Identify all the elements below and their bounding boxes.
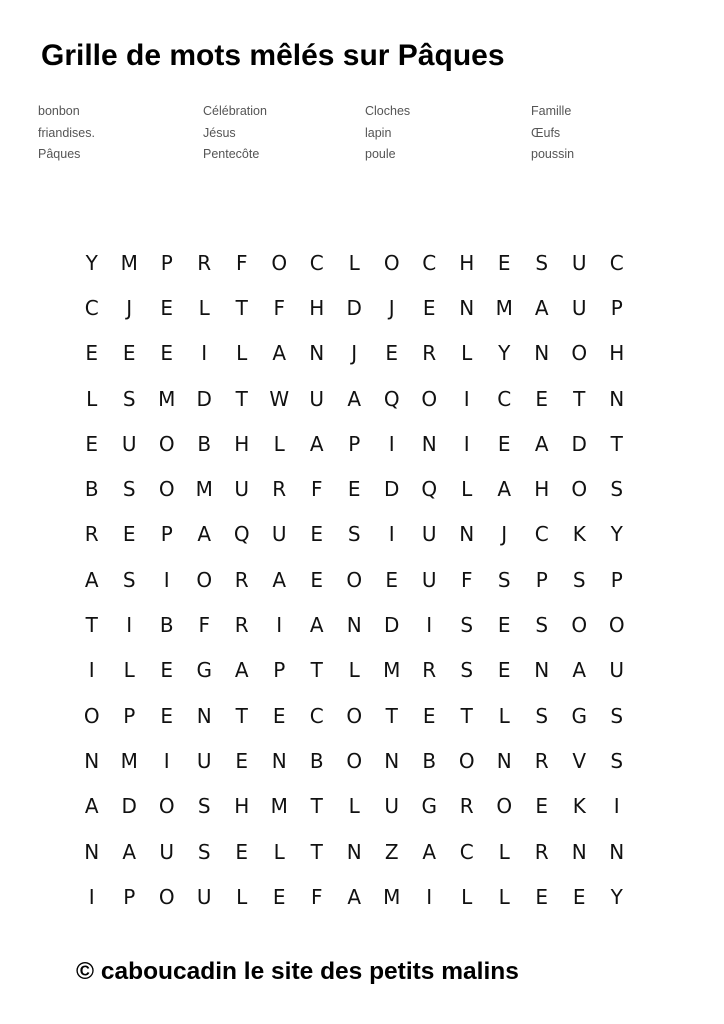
grid-cell: L <box>123 658 135 683</box>
word-list-item: Célébration <box>203 104 267 118</box>
word-list-column <box>38 101 95 166</box>
grid-cell: N <box>459 295 475 320</box>
grid-cell: O <box>458 748 475 773</box>
grid-cell: E <box>497 250 511 275</box>
grid-cell: A <box>84 567 99 592</box>
grid-cell: F <box>460 567 473 592</box>
grid-cell: F <box>310 884 323 909</box>
grid-cell: U <box>309 386 325 411</box>
grid-cell: E <box>122 341 136 366</box>
grid-cell: O <box>571 341 588 366</box>
grid-cell: O <box>346 748 363 773</box>
grid-cell: N <box>421 431 437 456</box>
word-list-item: lapin <box>365 125 392 140</box>
grid-cell: E <box>497 658 511 683</box>
word-list-column <box>203 101 267 166</box>
grid-cell: N <box>609 839 625 864</box>
grid-cell: Y <box>498 341 511 366</box>
grid-cell: N <box>309 341 325 366</box>
grid-cell: R <box>234 567 249 592</box>
grid-cell: E <box>535 884 549 909</box>
grid-cell: I <box>463 386 470 411</box>
word-list-item: Pâques <box>38 147 81 161</box>
grid-cell: I <box>613 794 620 819</box>
grid-cell: W <box>269 386 290 411</box>
grid-cell: S <box>610 703 624 728</box>
grid-cell: E <box>85 341 99 366</box>
grid-cell: E <box>310 522 324 547</box>
grid-cell: I <box>463 431 470 456</box>
grid-cell: A <box>234 658 249 683</box>
grid-cell: R <box>234 613 249 638</box>
grid-cell: E <box>235 839 249 864</box>
grid-cell: S <box>610 748 624 773</box>
grid-cell: S <box>610 477 624 502</box>
grid-cell: A <box>309 613 324 638</box>
grid-cell: U <box>384 794 400 819</box>
grid-cell: I <box>163 748 170 773</box>
grid-cell: B <box>84 477 99 502</box>
grid-cell: C <box>84 295 99 320</box>
word-list-item: Jésus <box>203 125 236 140</box>
grid-cell: I <box>88 884 95 909</box>
grid-cell: S <box>347 522 361 547</box>
grid-cell: G <box>421 794 437 819</box>
grid-cell: I <box>201 341 208 366</box>
grid-cell: E <box>272 703 286 728</box>
grid-cell: R <box>272 477 287 502</box>
grid-cell: C <box>459 839 474 864</box>
grid-cell: P <box>160 522 173 547</box>
grid-cell: D <box>346 295 362 320</box>
grid-cell: I <box>426 884 433 909</box>
grid-cell: N <box>346 839 362 864</box>
grid-cell: T <box>235 295 248 320</box>
grid-cell: O <box>571 477 588 502</box>
grid-cell: B <box>197 431 212 456</box>
word-list-column <box>365 101 410 166</box>
grid-cell: M <box>120 748 138 773</box>
grid-cell: S <box>197 839 211 864</box>
grid-cell: N <box>534 658 550 683</box>
grid-cell: A <box>197 522 212 547</box>
grid-cell: Y <box>85 250 98 275</box>
grid-cell: A <box>84 794 99 819</box>
grid-cell: N <box>384 748 400 773</box>
grid-cell: A <box>572 658 587 683</box>
grid-cell: J <box>388 295 395 320</box>
grid-cell: O <box>158 794 175 819</box>
grid-cell: O <box>271 250 288 275</box>
grid-cell: L <box>498 884 510 909</box>
grid-cell: A <box>422 839 437 864</box>
grid-cell: O <box>346 567 363 592</box>
grid-cell: C <box>534 522 549 547</box>
grid-cell: C <box>497 386 512 411</box>
grid-cell: F <box>198 613 210 638</box>
grid-cell: N <box>459 522 475 547</box>
grid-cell: G <box>196 658 212 683</box>
grid-cell: R <box>422 341 437 366</box>
grid-cell: F <box>235 250 248 275</box>
grid-cell: R <box>197 250 212 275</box>
grid-cell: N <box>609 386 625 411</box>
grid-cell: M <box>270 794 288 819</box>
grid-cell: E <box>572 884 586 909</box>
grid-cell: U <box>571 250 587 275</box>
grid-cell: T <box>460 703 473 728</box>
grid-cell: T <box>235 386 248 411</box>
grid-cell: O <box>571 613 588 638</box>
grid-cell: M <box>383 884 401 909</box>
grid-cell: U <box>571 295 587 320</box>
grid-cell: S <box>197 794 211 819</box>
grid-cell: J <box>351 341 358 366</box>
grid-cell: P <box>123 703 136 728</box>
grid-cell: U <box>196 884 212 909</box>
grid-cell: H <box>534 477 550 502</box>
grid-cell: S <box>122 386 136 411</box>
word-list-item: Pentecôte <box>203 147 260 161</box>
grid-cell: E <box>85 431 99 456</box>
grid-cell: H <box>234 794 250 819</box>
word-list-item: friandises. <box>38 125 95 140</box>
grid-cell: P <box>535 567 548 592</box>
grid-cell: L <box>86 386 98 411</box>
page-title: Grille de mots mêlés sur Pâques <box>41 39 505 72</box>
grid-cell: L <box>498 839 510 864</box>
grid-cell: I <box>163 567 170 592</box>
grid-cell: L <box>273 431 285 456</box>
grid-cell: N <box>84 839 100 864</box>
grid-cell: U <box>421 567 437 592</box>
grid-cell: P <box>610 295 623 320</box>
grid-cell: Q <box>421 477 438 502</box>
grid-cell: E <box>122 522 136 547</box>
grid-cell: O <box>346 703 363 728</box>
grid-cell: R <box>422 658 437 683</box>
grid-cell: I <box>276 613 283 638</box>
grid-cell: O <box>383 250 400 275</box>
grid-cell: O <box>421 386 438 411</box>
grid-cell: S <box>122 477 136 502</box>
grid-cell: C <box>309 250 324 275</box>
grid-cell: H <box>459 250 475 275</box>
grid-cell: P <box>123 884 136 909</box>
grid-cell: E <box>160 341 174 366</box>
grid-cell: S <box>535 613 549 638</box>
grid-cell: O <box>496 794 513 819</box>
grid-cell: R <box>459 794 474 819</box>
grid-cell: N <box>84 748 100 773</box>
grid-cell: F <box>310 477 323 502</box>
grid-cell: U <box>196 748 212 773</box>
grid-cell: Y <box>610 884 623 909</box>
grid-cell: S <box>497 567 511 592</box>
grid-cell: S <box>572 567 586 592</box>
grid-cell: U <box>121 431 137 456</box>
grid-cell: V <box>572 748 587 773</box>
grid-cell: D <box>384 477 400 502</box>
grid-cell: T <box>310 794 323 819</box>
grid-cell: D <box>196 386 212 411</box>
grid-cell: F <box>273 295 285 320</box>
grid-cell: P <box>348 431 361 456</box>
grid-cell: O <box>158 431 175 456</box>
grid-cell: E <box>385 567 399 592</box>
grid-cell: T <box>310 839 323 864</box>
grid-cell: K <box>572 522 586 547</box>
grid-cell: L <box>461 884 473 909</box>
grid-cell: E <box>235 748 249 773</box>
grid-cell: C <box>422 250 437 275</box>
grid-cell: L <box>498 703 510 728</box>
grid-cell: O <box>158 884 175 909</box>
grid-cell: D <box>384 613 400 638</box>
grid-cell: J <box>501 522 508 547</box>
grid-cell: C <box>309 703 324 728</box>
word-search-grid <box>73 240 636 919</box>
grid-cell: O <box>608 613 625 638</box>
grid-cell: J <box>126 295 133 320</box>
grid-cell: A <box>534 431 549 456</box>
grid-cell: H <box>609 341 625 366</box>
grid-cell: L <box>236 884 248 909</box>
grid-cell: T <box>610 431 623 456</box>
grid-cell: P <box>273 658 286 683</box>
grid-cell: E <box>422 295 436 320</box>
grid-cell: A <box>534 295 549 320</box>
grid-cell: E <box>422 703 436 728</box>
grid-cell: E <box>535 386 549 411</box>
grid-cell: R <box>534 748 549 773</box>
grid-cell: I <box>126 613 133 638</box>
grid-cell: B <box>159 613 174 638</box>
grid-cell: O <box>83 703 100 728</box>
grid-cell: A <box>272 341 287 366</box>
grid-cell: Q <box>383 386 400 411</box>
grid-cell: N <box>271 748 287 773</box>
grid-cell: M <box>158 386 176 411</box>
grid-cell: L <box>461 477 473 502</box>
grid-cell: P <box>160 250 173 275</box>
grid-cell: M <box>383 658 401 683</box>
word-list <box>38 101 678 171</box>
grid-cell: E <box>310 567 324 592</box>
grid-cell: H <box>309 295 325 320</box>
grid-cell: N <box>346 613 362 638</box>
grid-cell: S <box>535 703 549 728</box>
grid-cell: N <box>571 839 587 864</box>
grid-cell: U <box>609 658 625 683</box>
grid-cell: E <box>385 341 399 366</box>
grid-cell: A <box>272 567 287 592</box>
grid-cell: N <box>496 748 512 773</box>
grid-cell: E <box>160 658 174 683</box>
word-list-item: bonbon <box>38 104 80 118</box>
grid-cell: E <box>160 703 174 728</box>
grid-cell: Y <box>610 522 623 547</box>
grid-cell: N <box>196 703 212 728</box>
grid-cell: A <box>309 431 324 456</box>
grid-cell: R <box>534 839 549 864</box>
grid-cell: A <box>347 386 362 411</box>
word-list-item: Famille <box>531 104 572 118</box>
grid-cell: I <box>426 613 433 638</box>
word-list-column <box>531 101 574 166</box>
grid-cell: U <box>421 522 437 547</box>
grid-cell: L <box>198 295 210 320</box>
grid-cell: Z <box>384 839 399 864</box>
grid-cell: H <box>234 431 250 456</box>
grid-cell: A <box>122 839 137 864</box>
grid-cell: M <box>120 250 138 275</box>
grid-cell: B <box>422 748 437 773</box>
grid-cell: T <box>310 658 323 683</box>
grid-cell: E <box>347 477 361 502</box>
word-list-item: Cloches <box>365 104 411 118</box>
grid-cell: I <box>388 522 395 547</box>
grid-cell: A <box>347 884 362 909</box>
grid-cell: O <box>196 567 213 592</box>
grid-cell: M <box>195 477 213 502</box>
grid-cell: E <box>497 431 511 456</box>
grid-cell: T <box>385 703 398 728</box>
grid-cell: C <box>609 250 624 275</box>
grid-cell: E <box>497 613 511 638</box>
grid-cell: R <box>84 522 99 547</box>
grid-cell: T <box>85 613 98 638</box>
grid-cell: P <box>610 567 623 592</box>
grid-cell: E <box>272 884 286 909</box>
grid-cell: L <box>236 341 248 366</box>
grid-cell: T <box>573 386 586 411</box>
word-list-item: poule <box>365 147 396 161</box>
grid-cell: S <box>460 613 474 638</box>
grid-cell: U <box>271 522 287 547</box>
grid-cell: M <box>495 295 513 320</box>
grid-cell: O <box>158 477 175 502</box>
grid-cell: K <box>572 794 586 819</box>
grid-cell: L <box>348 250 360 275</box>
grid-cell: Q <box>233 522 250 547</box>
grid-cell: S <box>122 567 136 592</box>
grid-cell: S <box>535 250 549 275</box>
grid-cell: A <box>497 477 512 502</box>
grid-cell: N <box>534 341 550 366</box>
footer-copyright: © caboucadin le site des petits malins <box>76 958 519 985</box>
grid-cell: L <box>348 658 360 683</box>
grid-cell: L <box>273 839 285 864</box>
grid-cell: E <box>535 794 549 819</box>
grid-cell: U <box>234 477 250 502</box>
grid-cell: S <box>460 658 474 683</box>
grid-cell: U <box>159 839 175 864</box>
grid-cell: G <box>571 703 587 728</box>
grid-cell: I <box>88 658 95 683</box>
grid-cell: L <box>461 341 473 366</box>
word-list-item: Œufs <box>531 125 561 140</box>
grid-cell: B <box>309 748 324 773</box>
grid-cell: I <box>388 431 395 456</box>
grid-cell: D <box>121 794 137 819</box>
grid-cell: T <box>235 703 248 728</box>
grid-cell: E <box>160 295 174 320</box>
grid-cell: D <box>571 431 587 456</box>
grid-cell: L <box>348 794 360 819</box>
word-list-item: poussin <box>531 147 575 161</box>
